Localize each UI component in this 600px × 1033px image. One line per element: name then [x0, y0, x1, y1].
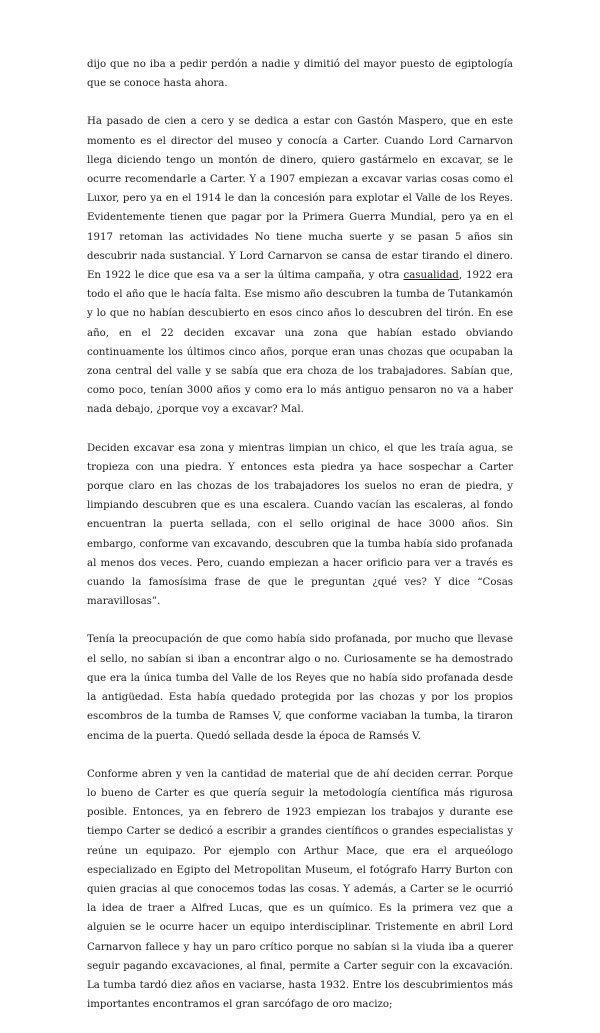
paragraph-3: Deciden excavar esa zona y mientras limpian un chico, el que les traía agua, se tropieza con una piedra. Y entonces esta piedra ya hace sospechar a Carter porque claro en las chozas de los trabajadores los suelos no eran de piedra, y limpiando descubren que es una escalera. Cuando vacían las escaleras, al fondo encuentran la puerta sellada, con el sello original de hace 3000 años. Sin embargo, conforme van excavando, descubren que la tumba había sido profanada al menos dos veces. Pero, cuando empiezan a hacer orificio para ver a través es cuando la famosísima frase de que le preguntan ¿qué ves? Y dice “Cosas maravillosas”. — [87, 442, 513, 608]
paragraph-2-part-2: , 1922 era todo el año que le hacía falta. Ese mismo año descubren la tumba de Tutankamón y lo que no habían descubierto en esos cinco años lo descubren del tirón. En ese año, en el 22 deciden excavar una zona que habían estado obviando continuamente los últimos cinco años, porque eran unas chozas que ocupaban la zona central del valle y se sabía que era choza de los trabajadores. Sabían que, como poco, tenían 3000 años y como era lo más antiguo pensaron no va a haber nada debajo, ¿porque voy a excavar? Mal. — [87, 270, 513, 416]
underlined-word: casualidad — [403, 270, 459, 282]
paragraph-2-part-1: Ha pasado de cien a cero y se dedica a estar con Gastón Maspero, que en este momento es el director del museo y conocía a Carter. Cuando Lord Carnarvon llega diciendo tengo un montón de dinero, quiero gastármelo en excavar, se le ocurre recomendarle a Carter. Y a 1907 empiezan a excavar varias cosas como el Luxor, pero ya en el 1914 le dan la concesión para explotar el Valle de los Reyes. Evidentemente tienen que pagar por la Primera Guerra Mundial, pero ya en el 1917 retoman las actividades No tiene mucha suerte y se pasan 5 años sin descubrir nada sustancial. Y Lord Carnarvon se cansa de estar tirando el dinero. En 1922 le dice que esa va a ser la última campaña, y otra — [87, 116, 513, 282]
paragraph-2 — [87, 112, 513, 419]
paragraph-4: Tenía la preocupación de que como había sido profanada, por mucho que llevase el sello, no sabían si iban a encontrar algo o no. Curiosamente se ha demostrado que era la única tumba del Valle de los Reyes que no había sido profanada desde la antigüedad. Esta había quedado protegida por las chozas y por los propios escombros de la tumba de Ramses V, que conforme vaciaban la tumba, la tiraron encima de la puerta. Quedó sellada desde la época de Ramsés V. — [87, 634, 513, 742]
document-body — [87, 55, 513, 1033]
paragraph-1: dijo que no iba a pedir perdón a nadie y dimitió del mayor puesto de egiptología que se conoce hasta ahora. — [87, 59, 513, 90]
paragraph-5: Conforme abren y ven la cantidad de material que de ahí deciden cerrar. Porque lo bueno de Carter es que quería seguir la metodología científica más rigurosa posible. Entonces, ya en febrero de 1923 empiezan los trabajos y durante ese tiempo Carter se dedicó a escribir a grandes científicos o grandes especialistas y reúne un equipazo. Por ejemplo con Arthur Mace, que era el arqueólogo especializado en Egipto del Metropolitan Museum, el fotógrafo Harry Burton con quien gracias al que conocemos todas las cosas. Y además, a Carter se le ocurrió la idea de traer a Alfred Lucas, que es un químico. Es la primera vez que a alguien se le ocurre hacer un equipo interdisciplinar. Tristemente en abril Lord Carnarvon fallece y hay un paro crítico porque no sabían si la viuda iba a querer seguir pagando excavaciones, al final, permite a Carter seguir con la excavación. La tumba tardó diez años en vaciarse, hasta 1932. Entre los descubrimientos más importantes encontramos el gran sarcófago de oro macizo; — [87, 768, 513, 1011]
